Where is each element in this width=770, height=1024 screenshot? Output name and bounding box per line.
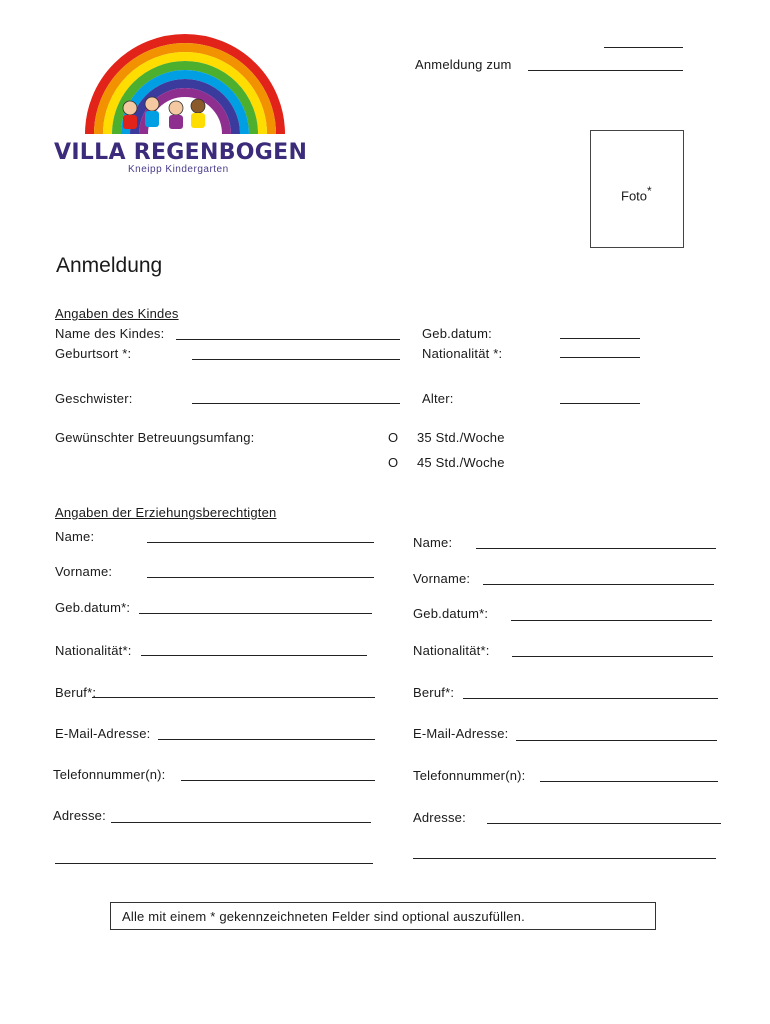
care-option-45-label: 45 Std./Woche <box>417 455 505 470</box>
anmeldung-zum-label: Anmeldung zum <box>415 57 512 72</box>
care-scope-label: Gewünschter Betreuungsumfang: <box>55 430 255 445</box>
guardian2-vorname-label: Vorname: <box>413 571 471 586</box>
child-nationality-field[interactable] <box>560 357 640 358</box>
photo-box[interactable] <box>590 130 684 248</box>
rainbow-logo-graphic <box>78 34 292 136</box>
age-label: Alter: <box>422 391 454 406</box>
guardian2-address-label: Adresse: <box>413 810 466 825</box>
guardian1-address-field[interactable] <box>111 822 371 823</box>
care-option-35-radio[interactable]: O <box>388 430 399 445</box>
anmeldung-zum-field[interactable] <box>528 70 683 71</box>
guardian2-name-label: Name: <box>413 535 453 550</box>
guardian2-phone-field[interactable] <box>540 781 718 782</box>
guardian2-gebdatum-field[interactable] <box>511 620 712 621</box>
reference-line[interactable] <box>604 47 683 48</box>
guardian2-phone-label: Telefonnummer(n): <box>413 768 526 783</box>
guardian1-email-field[interactable] <box>158 739 375 740</box>
child-birthdate-label: Geb.datum: <box>422 326 492 341</box>
child-name-label: Name des Kindes: <box>55 326 165 341</box>
care-option-35-label: 35 Std./Woche <box>417 430 505 445</box>
guardian1-vorname-field[interactable] <box>147 577 374 578</box>
birthplace-field[interactable] <box>192 359 400 360</box>
guardian1-name-field[interactable] <box>147 542 374 543</box>
photo-label: Foto* <box>621 184 652 204</box>
siblings-label: Geschwister: <box>55 391 133 406</box>
guardian1-email-label: E-Mail-Adresse: <box>55 726 151 741</box>
guardian1-phone-field[interactable] <box>181 780 375 781</box>
logo-title: VILLA REGENBOGEN <box>54 140 308 165</box>
child-nationality-label: Nationalität *: <box>422 346 503 361</box>
guardian2-beruf-label: Beruf*: <box>413 685 455 700</box>
guardian1-gebdatum-field[interactable] <box>139 613 372 614</box>
guardian1-address-field-2[interactable] <box>55 863 373 864</box>
guardian2-gebdatum-label: Geb.datum*: <box>413 606 489 621</box>
guardian1-beruf-label: Beruf*: <box>55 685 97 700</box>
guardians-section-heading: Angaben der Erziehungsberechtigten <box>55 505 277 520</box>
page-title: Anmeldung <box>56 254 163 277</box>
guardian2-nationality-label: Nationalität*: <box>413 643 490 658</box>
guardian2-email-field[interactable] <box>516 740 717 741</box>
logo-subtitle: Kneipp Kindergarten <box>128 164 229 175</box>
guardian1-gebdatum-label: Geb.datum*: <box>55 600 131 615</box>
guardian1-nationality-field[interactable] <box>141 655 367 656</box>
guardian2-address-field[interactable] <box>487 823 721 824</box>
child-birthdate-field[interactable] <box>560 338 640 339</box>
care-option-45-radio[interactable]: O <box>388 455 399 470</box>
footnote-text: Alle mit einem * gekennzeichneten Felder sind optional auszufüllen. <box>122 909 525 924</box>
guardian2-name-field[interactable] <box>476 548 716 549</box>
guardian1-beruf-field[interactable] <box>92 697 375 698</box>
guardian1-vorname-label: Vorname: <box>55 564 113 579</box>
guardian2-nationality-field[interactable] <box>512 656 713 657</box>
guardian1-name-label: Name: <box>55 529 95 544</box>
guardian1-phone-label: Telefonnummer(n): <box>53 767 166 782</box>
guardian1-nationality-label: Nationalität*: <box>55 643 132 658</box>
guardian2-beruf-field[interactable] <box>463 698 718 699</box>
guardian2-vorname-field[interactable] <box>483 584 714 585</box>
age-field[interactable] <box>560 403 640 404</box>
guardian1-address-label: Adresse: <box>53 808 106 823</box>
siblings-field[interactable] <box>192 403 400 404</box>
guardian2-address-field-2[interactable] <box>413 858 716 859</box>
footnote-box <box>110 902 656 930</box>
child-section-heading: Angaben des Kindes <box>55 306 179 321</box>
birthplace-label: Geburtsort *: <box>55 346 132 361</box>
guardian2-email-label: E-Mail-Adresse: <box>413 726 509 741</box>
child-name-field[interactable] <box>176 339 400 340</box>
